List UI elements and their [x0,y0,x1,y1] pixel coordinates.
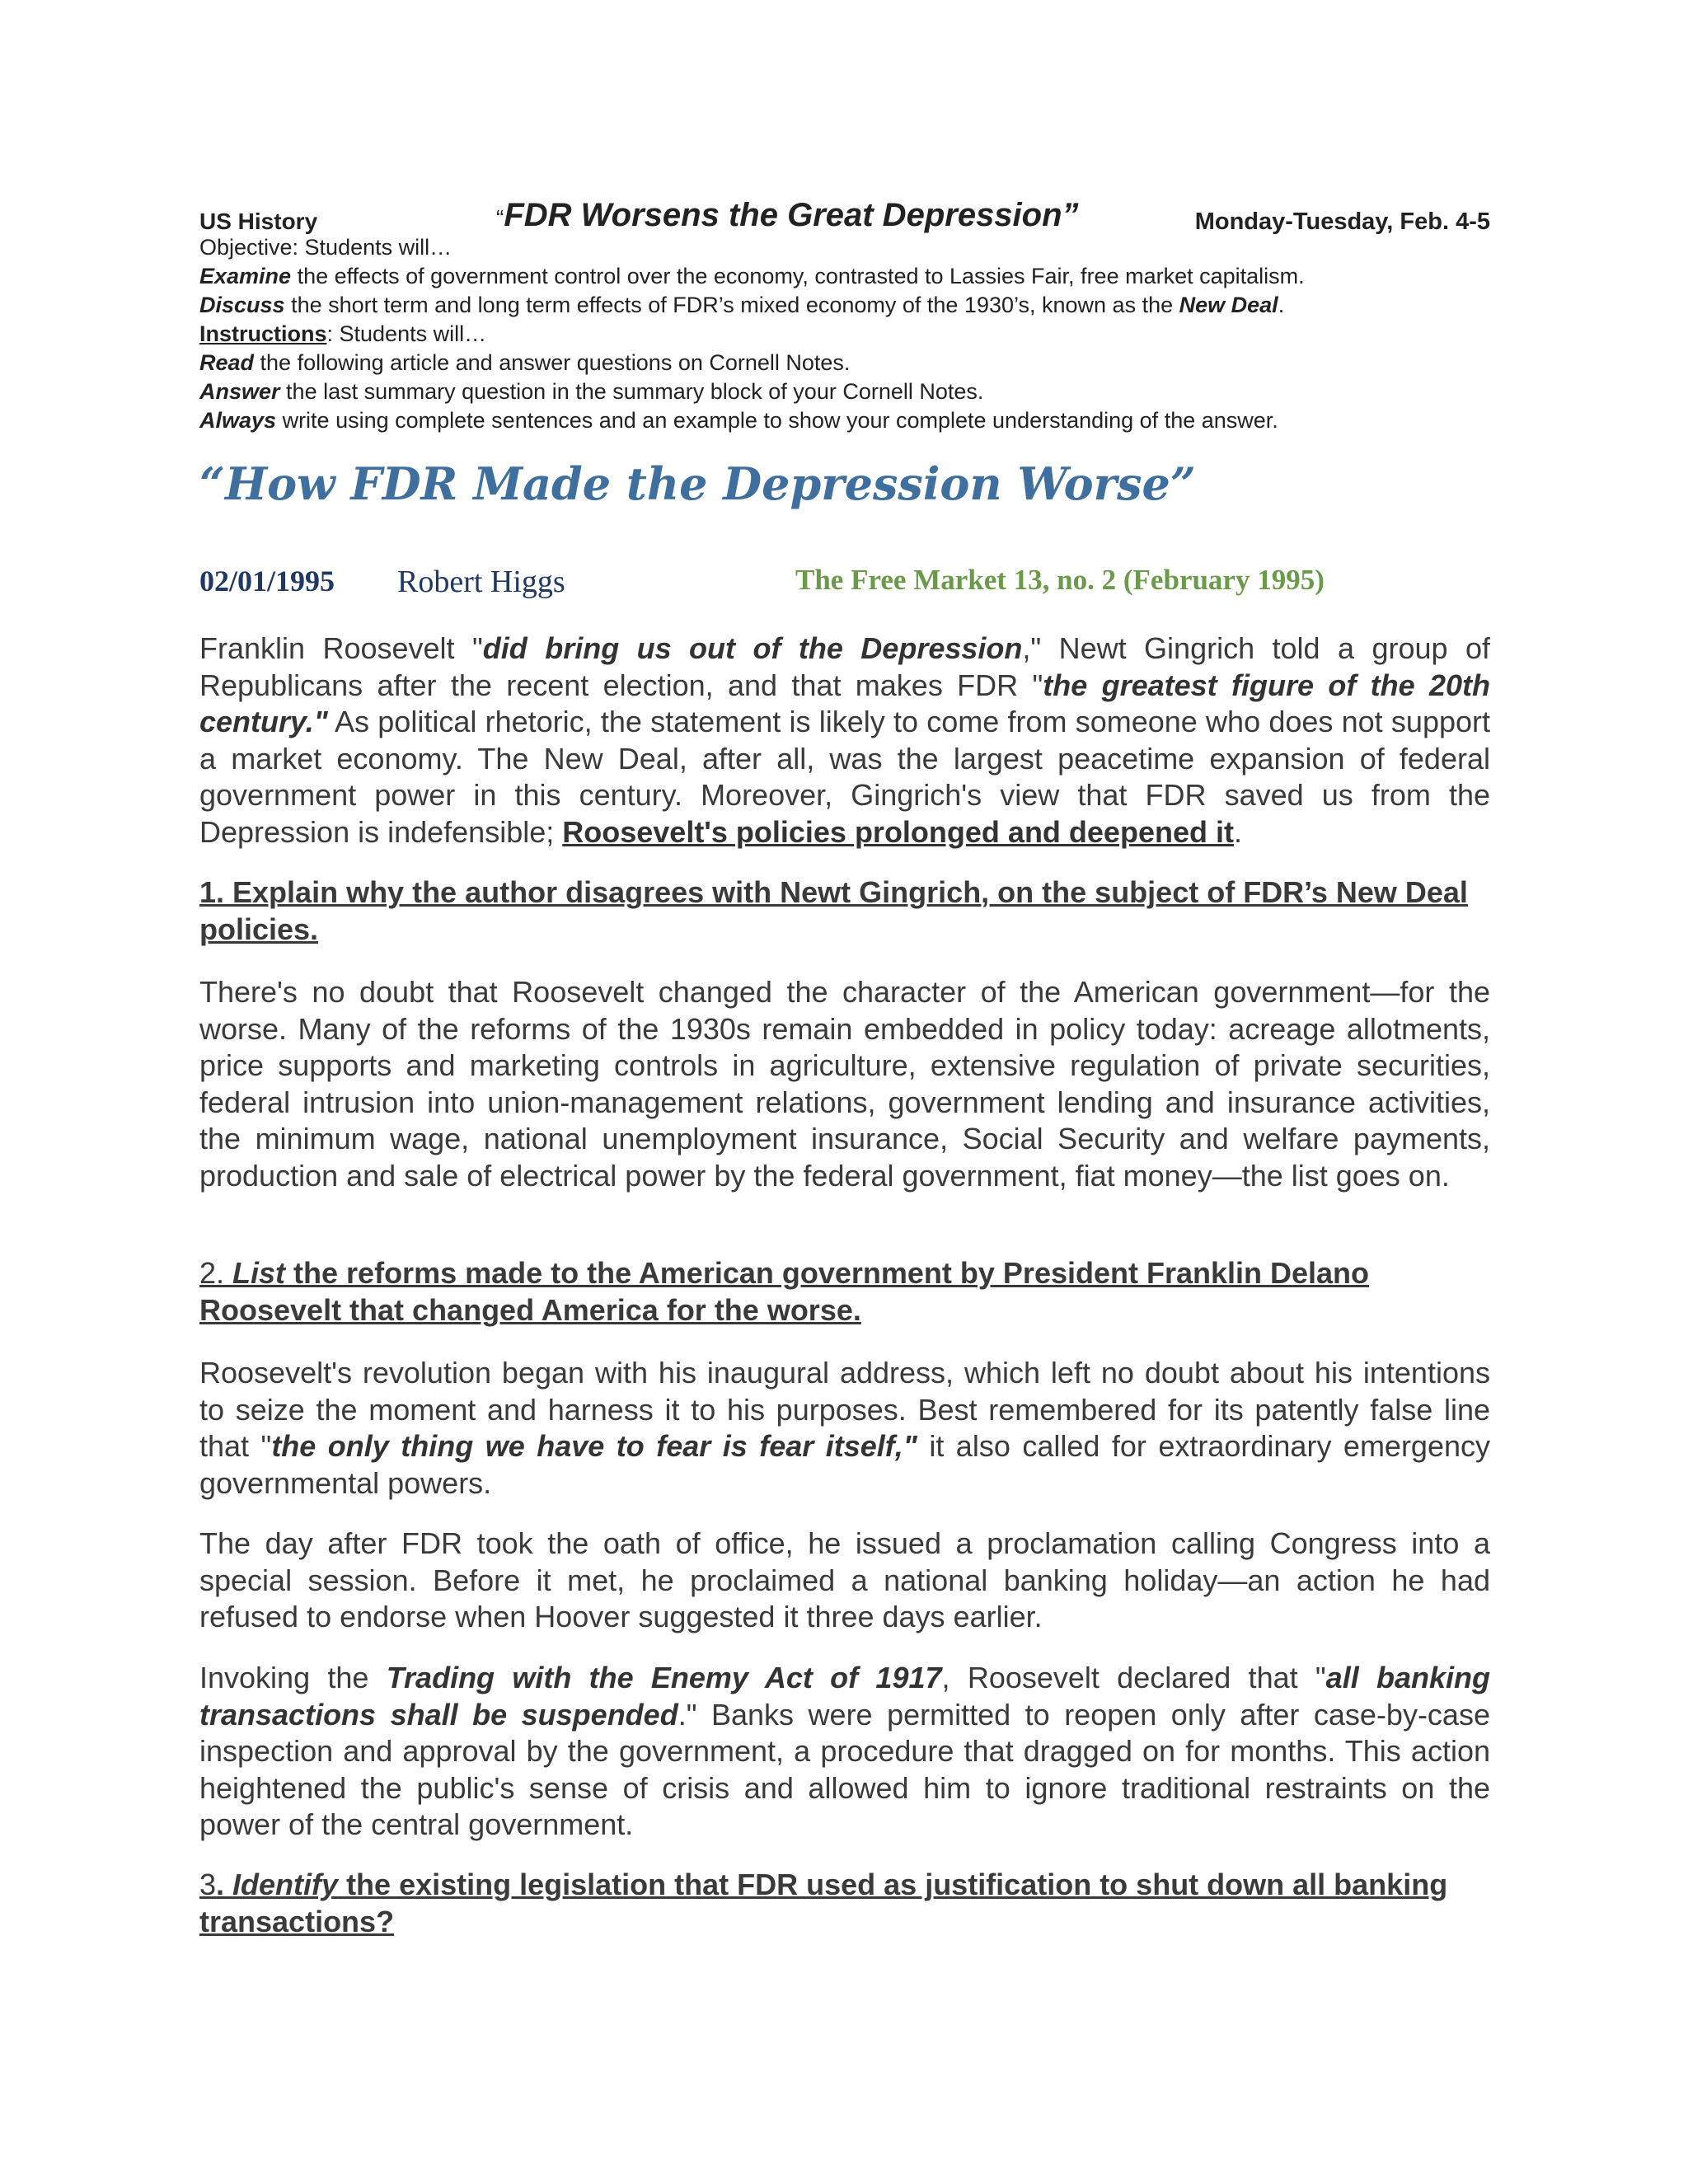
instruction-text: write using complete sentences and an example to show your complete understanding of the answer. [276,408,1278,433]
p1-text-c: ," Newt Gingrich told a group of Republicans after the recent election, and that makes FDR " [199,631,1490,702]
question-2-verb: List [232,1256,286,1290]
objective-tail: . [1278,293,1285,317]
article-date: 02/01/1995 [199,565,335,598]
instruction-verb: Answer [199,379,280,404]
p5-quote: all banking transactions shall be suspended [199,1661,1490,1732]
paragraph-4: The day after FDR took the oath of office, he issued a proclamation calling Congress into a special session. Before it met, he proclaimed a national banking holiday—an action he had refused to endorse when Hoover suggested it three days earlier. [199,1526,1490,1633]
question-3-dot: . [216,1868,233,1901]
objective-verb: Discuss [199,293,285,317]
question-2 [199,1254,1490,1329]
question-1: 1. Explain why the author disagrees with Newt Gingrich, on the subject of FDR’s New Deal policies. [199,875,1468,946]
lesson-title-quote: “ [496,205,504,231]
question-3-text: the existing legislation that FDR used as justification to shut down all banking transactions? [199,1868,1448,1938]
p3-quote: the only thing we have to fear is fear itself," [271,1429,917,1463]
p5-text-c: , Roosevelt declared that " [941,1661,1326,1694]
lesson-title-text: FDR Worsens the Great Depression” [504,197,1079,233]
p1-text-g: . [1233,814,1242,849]
p1-text-a: Franklin Roosevelt " [199,631,483,665]
instruction-item-always [199,406,1278,435]
objective-text: the short term and long term effects of FDR’s mixed economy of the 1930’s, known as the [284,293,1179,317]
paragraph-2: There's no doubt that Roosevelt changed the character of the American government—for the worse. Many of the reforms of the 1930s remain embedded in policy today: acreage allotments, price supports and marketing controls in agriculture, extensive regulation of private securities, federal intrusion into union-management relations, government lending and insurance activities, the minimum wage, national unemployment insurance, Social Security and welfare payments, production and sale of electrical power by the federal government, fiat money—the list goes on. [199,975,1490,1193]
instructions-label-tail: : Students will… [326,321,487,346]
lesson-dates: Monday-Tuesday, Feb. 4-5 [1194,209,1490,235]
p3-text-c: it also called for extraordinary emergency governmental powers. [199,1429,1490,1500]
objective-item-examine [199,262,1305,291]
instructions-label-line [199,320,486,349]
objective-label: Objective: Students will… [199,235,452,260]
objective-text: the effects of government control over the economy, contrasted to Lassies Fair, free market capitalism. [291,264,1305,288]
p5-text-a: Invoking the [199,1661,387,1694]
instruction-verb: Always [199,408,277,433]
question-3-verb: Identify [232,1868,339,1901]
p1-thesis: Roosevelt's policies prolonged and deepened it [562,814,1234,849]
question-2-number: 2. [199,1256,233,1290]
paragraph-1 [199,630,1490,851]
article-title: “How FDR Made the Depression Worse” [199,457,1196,510]
article-author: Robert Higgs [397,565,565,599]
instruction-text: the following article and answer questions on Cornell Notes. [254,350,851,375]
instruction-item-read [199,349,850,377]
paragraph-3 [199,1355,1490,1502]
objective-verb: Examine [199,264,292,288]
question-3 [199,1866,1490,1940]
instruction-item-answer [199,377,983,406]
p5-act-name: Trading with the Enemy Act of 1917 [386,1661,942,1694]
p1-text-e: As political rhetoric, the statement is likely to come from someone who does not support a market economy. The New Deal, after all, was the largest peacetime expansion of federal government power in this century. Moreover, Gingrich's view that FDR saved us from the Depression is indefensible; [199,705,1490,849]
instructions-label: Instructions [199,321,327,346]
instruction-verb: Read [199,350,255,375]
p1-quote-1: did bring us out of the Depression [482,631,1023,665]
lesson-title [496,197,1079,234]
p1-quote-2: the greatest figure of the 20th century." [199,668,1490,738]
question-2-text: the reforms made to the American government by President Franklin Delano Roosevelt that changed America for the worse. [199,1256,1370,1327]
question-3-number: 3 [199,1868,217,1901]
course-name: US History [199,209,318,234]
article-source: The Free Market 13, no. 2 (February 1995) [795,564,1325,596]
paragraph-5 [199,1660,1490,1844]
p3-text-a: Roosevelt's revolution began with his inaugural address, which left no doubt about his intentions to seize the moment and harness it to his purposes. Best remembered for its patently false line that " [199,1356,1490,1463]
objective-item-discuss [199,291,1284,320]
p5-text-e: ." Banks were permitted to reopen only after case-by-case inspection and approval by the government, a procedure that dragged on for months. This action heightened the public's sense of crisis and allowed him to ignore traditional restraints on the power of the central government. [199,1697,1490,1841]
instruction-text: the last summary question in the summary block of your Cornell Notes. [279,379,984,404]
objective-emphasis: New Deal [1179,293,1278,317]
